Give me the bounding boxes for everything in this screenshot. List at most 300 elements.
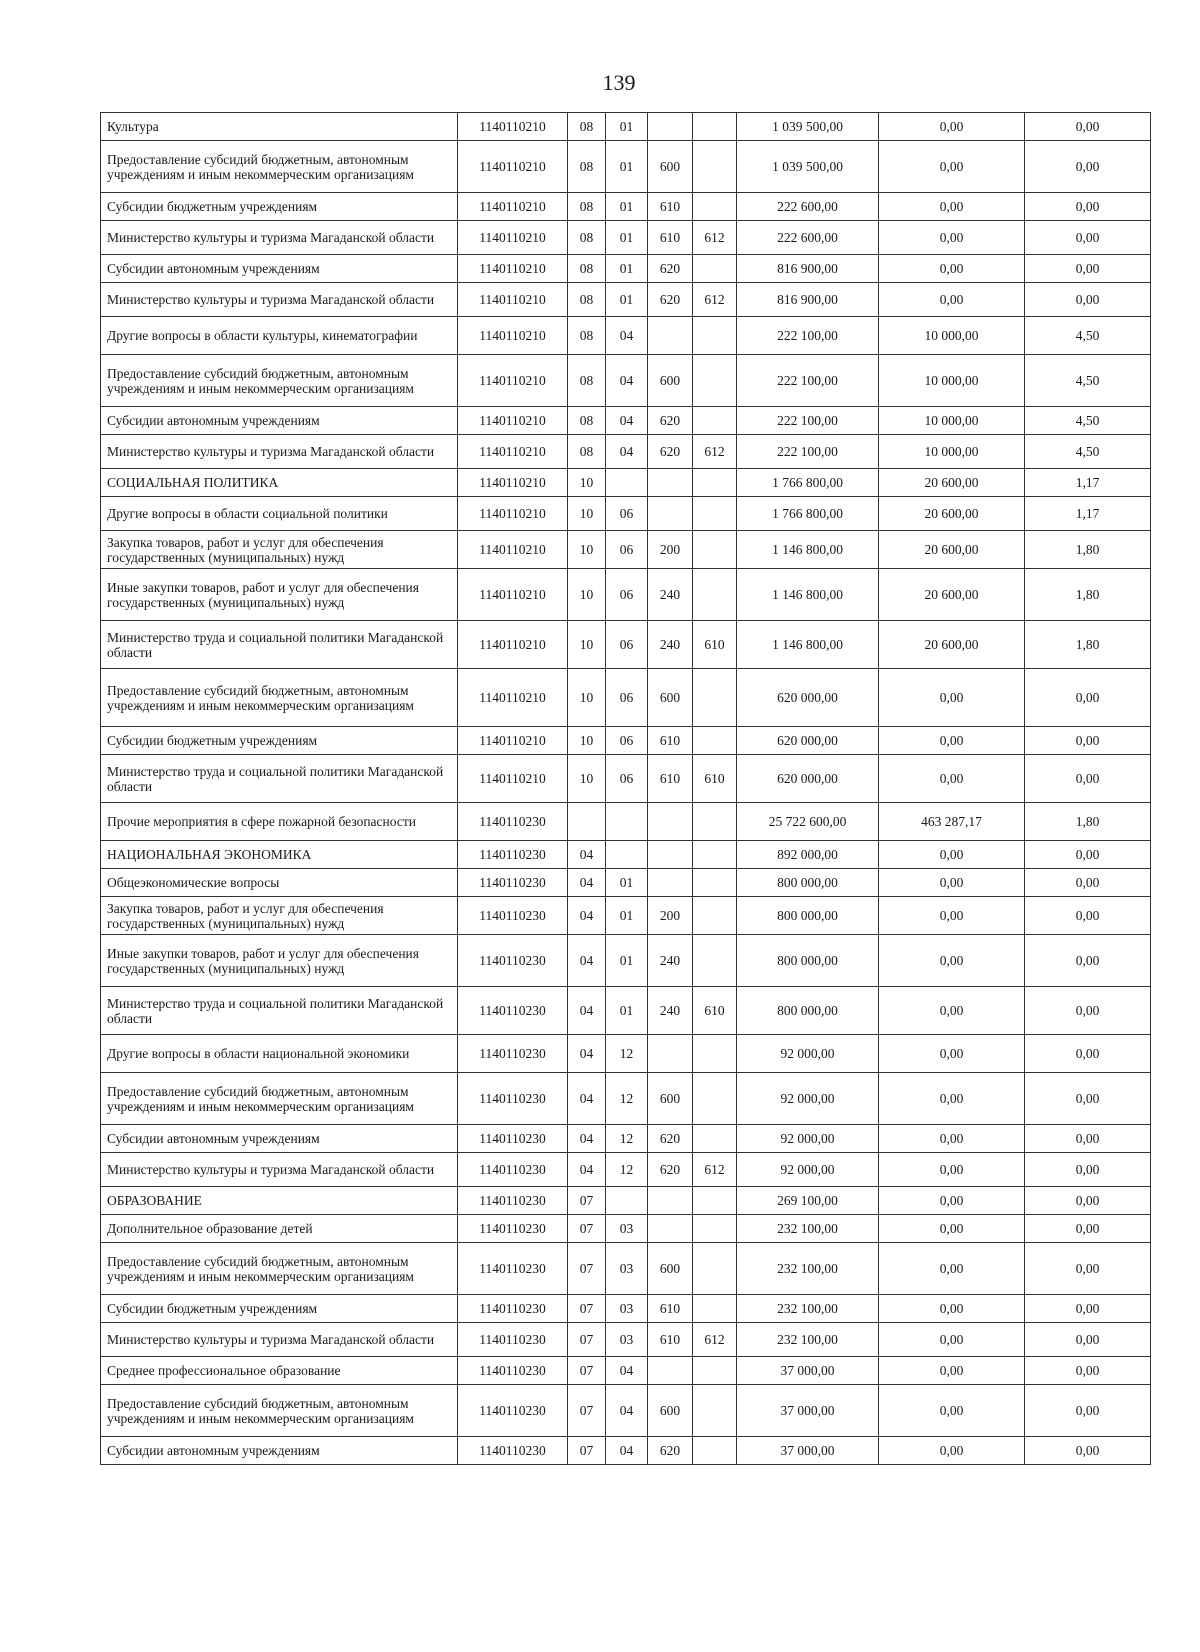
admin-code — [693, 1035, 737, 1073]
expense-type-code — [648, 869, 693, 897]
row-name: Предоставление субсидий бюджетным, автономным учреждениям и иным некоммерческим организациям — [101, 1073, 458, 1125]
planned-amount: 232 100,00 — [737, 1323, 879, 1357]
table-row — [101, 283, 1151, 317]
subsection-code: 06 — [606, 531, 648, 569]
subsection-code: 01 — [606, 897, 648, 935]
executed-amount: 20 600,00 — [879, 569, 1025, 621]
section-code: 07 — [568, 1215, 606, 1243]
subsection-code: 06 — [606, 727, 648, 755]
executed-amount: 0,00 — [879, 1243, 1025, 1295]
expense-type-code: 600 — [648, 1243, 693, 1295]
execution-percent: 0,00 — [1025, 1323, 1151, 1357]
executed-amount: 10 000,00 — [879, 435, 1025, 469]
expense-type-code: 240 — [648, 987, 693, 1035]
target-code: 1140110230 — [458, 841, 568, 869]
expense-type-code: 600 — [648, 1385, 693, 1437]
row-name: Среднее профессиональное образование — [101, 1357, 458, 1385]
table-body — [101, 113, 1151, 1465]
subsection-code: 06 — [606, 669, 648, 727]
target-code: 1140110210 — [458, 755, 568, 803]
expense-type-code: 600 — [648, 1073, 693, 1125]
admin-code — [693, 841, 737, 869]
executed-amount: 0,00 — [879, 755, 1025, 803]
expense-type-code: 240 — [648, 621, 693, 669]
execution-percent: 0,00 — [1025, 1357, 1151, 1385]
admin-code — [693, 497, 737, 531]
row-name: Культура — [101, 113, 458, 141]
planned-amount: 620 000,00 — [737, 669, 879, 727]
target-code: 1140110210 — [458, 221, 568, 255]
section-code: 08 — [568, 317, 606, 355]
section-code: 10 — [568, 469, 606, 497]
section-code: 04 — [568, 987, 606, 1035]
table-row — [101, 355, 1151, 407]
table-row — [101, 1437, 1151, 1465]
executed-amount: 0,00 — [879, 1295, 1025, 1323]
target-code: 1140110230 — [458, 1153, 568, 1187]
table-row — [101, 141, 1151, 193]
budget-table — [100, 112, 1151, 1465]
table-row — [101, 669, 1151, 727]
executed-amount: 0,00 — [879, 1073, 1025, 1125]
executed-amount: 0,00 — [879, 1437, 1025, 1465]
section-code: 07 — [568, 1295, 606, 1323]
section-code: 10 — [568, 669, 606, 727]
target-code: 1140110230 — [458, 1073, 568, 1125]
admin-code — [693, 255, 737, 283]
target-code: 1140110210 — [458, 407, 568, 435]
planned-amount: 92 000,00 — [737, 1035, 879, 1073]
table-row — [101, 221, 1151, 255]
subsection-code: 04 — [606, 435, 648, 469]
executed-amount: 20 600,00 — [879, 469, 1025, 497]
admin-code — [693, 317, 737, 355]
target-code: 1140110210 — [458, 141, 568, 193]
subsection-code: 06 — [606, 497, 648, 531]
target-code: 1140110230 — [458, 1385, 568, 1437]
target-code: 1140110210 — [458, 193, 568, 221]
planned-amount: 222 100,00 — [737, 317, 879, 355]
target-code: 1140110210 — [458, 435, 568, 469]
table-row — [101, 1385, 1151, 1437]
planned-amount: 816 900,00 — [737, 283, 879, 317]
section-code: 08 — [568, 141, 606, 193]
target-code: 1140110230 — [458, 897, 568, 935]
row-name: Дополнительное образование детей — [101, 1215, 458, 1243]
section-code: 10 — [568, 497, 606, 531]
execution-percent: 0,00 — [1025, 897, 1151, 935]
subsection-code: 04 — [606, 1357, 648, 1385]
row-name: Министерство труда и социальной политики Магаданской области — [101, 755, 458, 803]
section-code: 08 — [568, 407, 606, 435]
execution-percent: 0,00 — [1025, 221, 1151, 255]
executed-amount: 0,00 — [879, 193, 1025, 221]
admin-code — [693, 1215, 737, 1243]
table-row — [101, 531, 1151, 569]
subsection-code: 01 — [606, 283, 648, 317]
subsection-code: 01 — [606, 255, 648, 283]
expense-type-code: 620 — [648, 1153, 693, 1187]
execution-percent: 0,00 — [1025, 255, 1151, 283]
subsection-code: 06 — [606, 755, 648, 803]
planned-amount: 800 000,00 — [737, 869, 879, 897]
planned-amount: 37 000,00 — [737, 1357, 879, 1385]
table-row — [101, 1187, 1151, 1215]
row-name: Предоставление субсидий бюджетным, автономным учреждениям и иным некоммерческим организациям — [101, 1385, 458, 1437]
row-name: НАЦИОНАЛЬНАЯ ЭКОНОМИКА — [101, 841, 458, 869]
expense-type-code — [648, 841, 693, 869]
execution-percent: 0,00 — [1025, 1187, 1151, 1215]
executed-amount: 20 600,00 — [879, 621, 1025, 669]
admin-code — [693, 1437, 737, 1465]
planned-amount: 1 146 800,00 — [737, 569, 879, 621]
subsection-code — [606, 841, 648, 869]
admin-code — [693, 355, 737, 407]
expense-type-code — [648, 497, 693, 531]
subsection-code: 04 — [606, 1385, 648, 1437]
executed-amount: 0,00 — [879, 897, 1025, 935]
planned-amount: 800 000,00 — [737, 935, 879, 987]
subsection-code: 04 — [606, 317, 648, 355]
section-code: 08 — [568, 113, 606, 141]
table-row — [101, 897, 1151, 935]
executed-amount: 10 000,00 — [879, 317, 1025, 355]
subsection-code: 01 — [606, 869, 648, 897]
row-name: Министерство культуры и туризма Магаданской области — [101, 435, 458, 469]
executed-amount: 0,00 — [879, 283, 1025, 317]
table-row — [101, 1125, 1151, 1153]
subsection-code: 12 — [606, 1073, 648, 1125]
section-code: 07 — [568, 1323, 606, 1357]
admin-code — [693, 1187, 737, 1215]
planned-amount: 800 000,00 — [737, 987, 879, 1035]
expense-type-code: 620 — [648, 255, 693, 283]
executed-amount: 0,00 — [879, 669, 1025, 727]
target-code: 1140110230 — [458, 1215, 568, 1243]
table-row — [101, 727, 1151, 755]
subsection-code — [606, 803, 648, 841]
section-code: 07 — [568, 1437, 606, 1465]
table-row — [101, 803, 1151, 841]
table-row — [101, 869, 1151, 897]
target-code: 1140110230 — [458, 1243, 568, 1295]
table-row — [101, 1153, 1151, 1187]
executed-amount: 0,00 — [879, 1125, 1025, 1153]
planned-amount: 37 000,00 — [737, 1437, 879, 1465]
admin-code — [693, 727, 737, 755]
subsection-code: 04 — [606, 355, 648, 407]
row-name: СОЦИАЛЬНАЯ ПОЛИТИКА — [101, 469, 458, 497]
executed-amount: 0,00 — [879, 1187, 1025, 1215]
target-code: 1140110210 — [458, 355, 568, 407]
table-row — [101, 841, 1151, 869]
subsection-code: 06 — [606, 569, 648, 621]
admin-code — [693, 1073, 737, 1125]
planned-amount: 800 000,00 — [737, 897, 879, 935]
execution-percent: 1,80 — [1025, 803, 1151, 841]
planned-amount: 92 000,00 — [737, 1153, 879, 1187]
table-row — [101, 435, 1151, 469]
target-code: 1140110210 — [458, 255, 568, 283]
table-row — [101, 255, 1151, 283]
section-code: 04 — [568, 869, 606, 897]
planned-amount: 92 000,00 — [737, 1073, 879, 1125]
admin-code: 610 — [693, 755, 737, 803]
target-code: 1140110210 — [458, 469, 568, 497]
subsection-code: 03 — [606, 1323, 648, 1357]
expense-type-code: 610 — [648, 193, 693, 221]
row-name: Другие вопросы в области социальной политики — [101, 497, 458, 531]
expense-type-code — [648, 113, 693, 141]
target-code: 1140110230 — [458, 1357, 568, 1385]
row-name: Другие вопросы в области национальной экономики — [101, 1035, 458, 1073]
target-code: 1140110210 — [458, 113, 568, 141]
admin-code — [693, 141, 737, 193]
expense-type-code: 240 — [648, 569, 693, 621]
executed-amount: 0,00 — [879, 1035, 1025, 1073]
row-name: Предоставление субсидий бюджетным, автономным учреждениям и иным некоммерческим организациям — [101, 355, 458, 407]
execution-percent: 0,00 — [1025, 987, 1151, 1035]
row-name: Министерство труда и социальной политики Магаданской области — [101, 621, 458, 669]
table-row — [101, 755, 1151, 803]
target-code: 1140110230 — [458, 1187, 568, 1215]
execution-percent: 4,50 — [1025, 355, 1151, 407]
subsection-code: 03 — [606, 1215, 648, 1243]
row-name: Предоставление субсидий бюджетным, автономным учреждениям и иным некоммерческим организациям — [101, 669, 458, 727]
execution-percent: 0,00 — [1025, 193, 1151, 221]
executed-amount: 0,00 — [879, 1215, 1025, 1243]
executed-amount: 463 287,17 — [879, 803, 1025, 841]
row-name: Субсидии автономным учреждениям — [101, 1437, 458, 1465]
row-name: Общеэкономические вопросы — [101, 869, 458, 897]
row-name: Субсидии автономным учреждениям — [101, 255, 458, 283]
subsection-code: 12 — [606, 1153, 648, 1187]
row-name: Иные закупки товаров, работ и услуг для обеспечения государственных (муниципальных) нужд — [101, 935, 458, 987]
admin-code: 610 — [693, 621, 737, 669]
execution-percent: 0,00 — [1025, 1295, 1151, 1323]
row-name: Закупка товаров, работ и услуг для обеспечения государственных (муниципальных) нужд — [101, 897, 458, 935]
target-code: 1140110230 — [458, 1323, 568, 1357]
admin-code — [693, 897, 737, 935]
admin-code — [693, 1357, 737, 1385]
expense-type-code: 620 — [648, 407, 693, 435]
execution-percent: 1,80 — [1025, 621, 1151, 669]
target-code: 1140110230 — [458, 935, 568, 987]
section-code: 08 — [568, 355, 606, 407]
planned-amount: 232 100,00 — [737, 1243, 879, 1295]
section-code — [568, 803, 606, 841]
executed-amount: 0,00 — [879, 987, 1025, 1035]
planned-amount: 1 766 800,00 — [737, 497, 879, 531]
section-code: 10 — [568, 755, 606, 803]
subsection-code: 04 — [606, 407, 648, 435]
execution-percent: 0,00 — [1025, 935, 1151, 987]
executed-amount: 20 600,00 — [879, 531, 1025, 569]
execution-percent: 0,00 — [1025, 841, 1151, 869]
execution-percent: 0,00 — [1025, 141, 1151, 193]
planned-amount: 892 000,00 — [737, 841, 879, 869]
target-code: 1140110210 — [458, 669, 568, 727]
execution-percent: 0,00 — [1025, 869, 1151, 897]
admin-code — [693, 1243, 737, 1295]
expense-type-code: 620 — [648, 283, 693, 317]
planned-amount: 37 000,00 — [737, 1385, 879, 1437]
row-name: Другие вопросы в области культуры, кинематографии — [101, 317, 458, 355]
execution-percent: 0,00 — [1025, 1215, 1151, 1243]
table-row — [101, 621, 1151, 669]
section-code: 07 — [568, 1187, 606, 1215]
target-code: 1140110210 — [458, 569, 568, 621]
section-code: 04 — [568, 1073, 606, 1125]
subsection-code — [606, 1187, 648, 1215]
admin-code — [693, 935, 737, 987]
execution-percent: 0,00 — [1025, 1385, 1151, 1437]
expense-type-code: 200 — [648, 897, 693, 935]
planned-amount: 620 000,00 — [737, 727, 879, 755]
row-name: Субсидии бюджетным учреждениям — [101, 1295, 458, 1323]
admin-code: 612 — [693, 1153, 737, 1187]
admin-code — [693, 1295, 737, 1323]
table-row — [101, 1243, 1151, 1295]
execution-percent: 0,00 — [1025, 1243, 1151, 1295]
target-code: 1140110210 — [458, 727, 568, 755]
table-row — [101, 317, 1151, 355]
planned-amount: 1 766 800,00 — [737, 469, 879, 497]
table-row — [101, 469, 1151, 497]
section-code: 04 — [568, 935, 606, 987]
admin-code — [693, 113, 737, 141]
expense-type-code: 610 — [648, 1295, 693, 1323]
section-code: 10 — [568, 569, 606, 621]
admin-code — [693, 1385, 737, 1437]
expense-type-code: 240 — [648, 935, 693, 987]
expense-type-code — [648, 469, 693, 497]
subsection-code: 12 — [606, 1125, 648, 1153]
execution-percent: 0,00 — [1025, 1073, 1151, 1125]
row-name: Субсидии автономным учреждениям — [101, 1125, 458, 1153]
section-code: 08 — [568, 193, 606, 221]
subsection-code: 01 — [606, 935, 648, 987]
executed-amount: 0,00 — [879, 727, 1025, 755]
expense-type-code — [648, 1187, 693, 1215]
row-name: Иные закупки товаров, работ и услуг для обеспечения государственных (муниципальных) нужд — [101, 569, 458, 621]
execution-percent: 0,00 — [1025, 1437, 1151, 1465]
target-code: 1140110210 — [458, 497, 568, 531]
execution-percent: 0,00 — [1025, 755, 1151, 803]
section-code: 08 — [568, 221, 606, 255]
execution-percent: 1,17 — [1025, 497, 1151, 531]
executed-amount: 10 000,00 — [879, 355, 1025, 407]
section-code: 10 — [568, 531, 606, 569]
planned-amount: 269 100,00 — [737, 1187, 879, 1215]
subsection-code: 12 — [606, 1035, 648, 1073]
expense-type-code — [648, 317, 693, 355]
section-code: 07 — [568, 1385, 606, 1437]
executed-amount: 0,00 — [879, 1153, 1025, 1187]
expense-type-code: 620 — [648, 1125, 693, 1153]
target-code: 1140110210 — [458, 283, 568, 317]
planned-amount: 222 100,00 — [737, 407, 879, 435]
planned-amount: 222 600,00 — [737, 193, 879, 221]
executed-amount: 0,00 — [879, 255, 1025, 283]
admin-code — [693, 193, 737, 221]
row-name: Предоставление субсидий бюджетным, автономным учреждениям и иным некоммерческим организациям — [101, 141, 458, 193]
planned-amount: 222 100,00 — [737, 355, 879, 407]
planned-amount: 1 039 500,00 — [737, 141, 879, 193]
executed-amount: 0,00 — [879, 869, 1025, 897]
table-row — [101, 935, 1151, 987]
subsection-code: 06 — [606, 621, 648, 669]
planned-amount: 232 100,00 — [737, 1215, 879, 1243]
admin-code: 610 — [693, 987, 737, 1035]
row-name: Министерство культуры и туризма Магаданской области — [101, 1323, 458, 1357]
table-row — [101, 987, 1151, 1035]
table-row — [101, 1073, 1151, 1125]
table-row — [101, 497, 1151, 531]
table-row — [101, 1035, 1151, 1073]
admin-code: 612 — [693, 283, 737, 317]
expense-type-code: 600 — [648, 141, 693, 193]
planned-amount: 1 039 500,00 — [737, 113, 879, 141]
section-code: 10 — [568, 621, 606, 669]
section-code: 04 — [568, 897, 606, 935]
expense-type-code: 600 — [648, 669, 693, 727]
executed-amount: 20 600,00 — [879, 497, 1025, 531]
executed-amount: 0,00 — [879, 1357, 1025, 1385]
section-code: 08 — [568, 283, 606, 317]
executed-amount: 0,00 — [879, 1385, 1025, 1437]
section-code: 07 — [568, 1357, 606, 1385]
admin-code — [693, 569, 737, 621]
table-row — [101, 569, 1151, 621]
row-name: Министерство культуры и туризма Магаданской области — [101, 283, 458, 317]
table-row — [101, 1323, 1151, 1357]
admin-code — [693, 669, 737, 727]
execution-percent: 0,00 — [1025, 1153, 1151, 1187]
section-code: 04 — [568, 1125, 606, 1153]
executed-amount: 0,00 — [879, 1323, 1025, 1357]
expense-type-code — [648, 1357, 693, 1385]
execution-percent: 4,50 — [1025, 407, 1151, 435]
execution-percent: 1,80 — [1025, 569, 1151, 621]
execution-percent: 0,00 — [1025, 1125, 1151, 1153]
row-name: Министерство культуры и туризма Магаданской области — [101, 221, 458, 255]
expense-type-code: 610 — [648, 755, 693, 803]
subsection-code — [606, 469, 648, 497]
subsection-code: 01 — [606, 141, 648, 193]
section-code: 04 — [568, 1035, 606, 1073]
admin-code — [693, 869, 737, 897]
subsection-code: 04 — [606, 1437, 648, 1465]
target-code: 1140110210 — [458, 621, 568, 669]
execution-percent: 1,80 — [1025, 531, 1151, 569]
admin-code: 612 — [693, 435, 737, 469]
subsection-code: 01 — [606, 987, 648, 1035]
section-code: 04 — [568, 1153, 606, 1187]
row-name: Закупка товаров, работ и услуг для обеспечения государственных (муниципальных) нужд — [101, 531, 458, 569]
planned-amount: 92 000,00 — [737, 1125, 879, 1153]
subsection-code: 03 — [606, 1295, 648, 1323]
planned-amount: 1 146 800,00 — [737, 531, 879, 569]
section-code: 08 — [568, 255, 606, 283]
table-row — [101, 1295, 1151, 1323]
admin-code — [693, 803, 737, 841]
section-code: 07 — [568, 1243, 606, 1295]
table-row — [101, 407, 1151, 435]
subsection-code: 01 — [606, 113, 648, 141]
admin-code — [693, 407, 737, 435]
planned-amount: 816 900,00 — [737, 255, 879, 283]
